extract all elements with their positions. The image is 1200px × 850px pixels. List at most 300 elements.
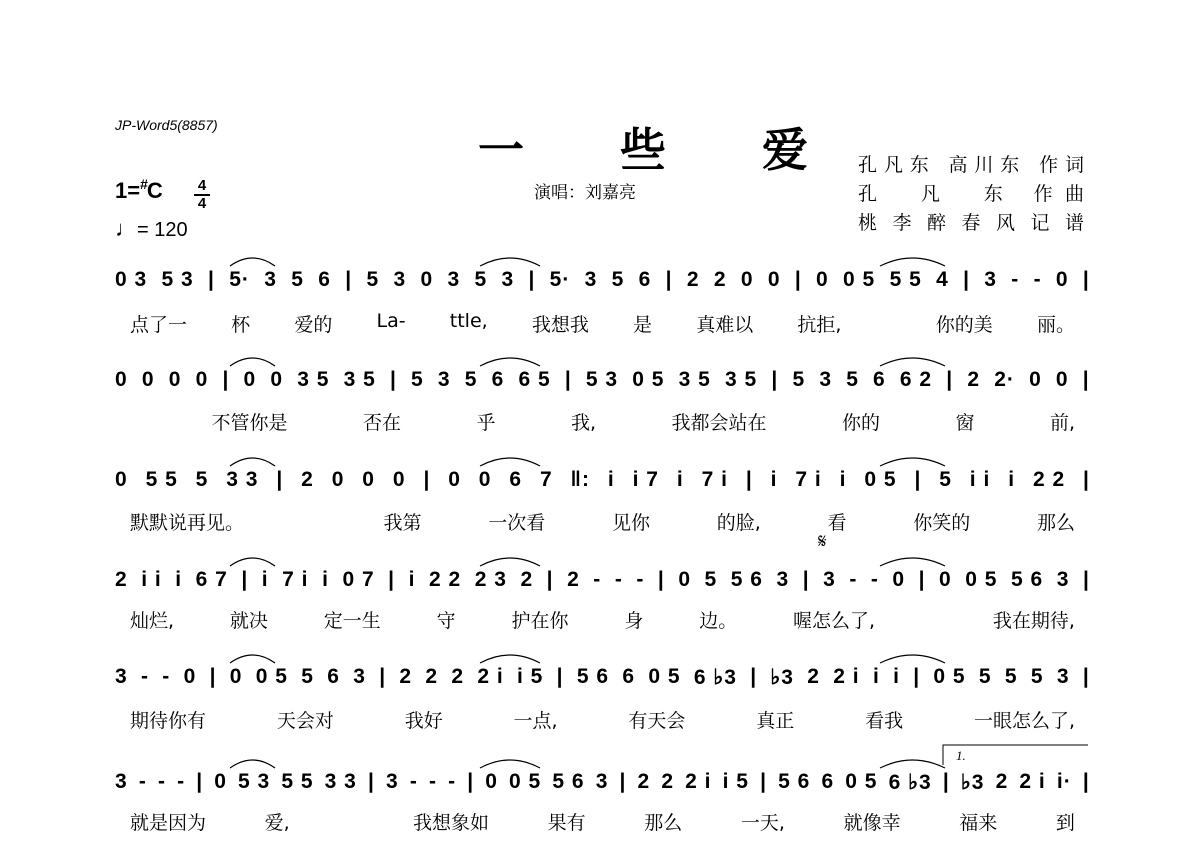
barline: | bbox=[528, 268, 536, 291]
lyric-text: 一眼怎么了, bbox=[973, 710, 1075, 732]
lyric-text: 到 bbox=[1055, 812, 1075, 834]
note-group: 0 5 bbox=[843, 268, 876, 291]
note-group: 0 bbox=[183, 665, 197, 688]
note-group: 0 bbox=[115, 468, 128, 491]
note-group: 0 bbox=[141, 368, 155, 391]
software-label: JP-Word5(8857) bbox=[115, 117, 218, 133]
note-group: 3 bbox=[393, 268, 407, 291]
slur-arc bbox=[230, 358, 275, 366]
key-prefix: 1= bbox=[115, 178, 141, 203]
lyric-text bbox=[130, 408, 136, 435]
note-group: 2 bbox=[713, 268, 727, 291]
lyric-text: 期待你有 bbox=[130, 710, 207, 732]
note-group: 0 bbox=[362, 468, 375, 491]
lyric-text: 那么 bbox=[1036, 512, 1075, 534]
barline: | bbox=[196, 770, 204, 793]
slur-arc bbox=[880, 458, 945, 466]
barline: | bbox=[423, 468, 431, 491]
lyric-text: 那么 bbox=[644, 812, 683, 834]
note-group: 0 bbox=[243, 368, 257, 391]
note-group: 3 bbox=[447, 268, 461, 291]
sharp-sign: # bbox=[140, 176, 148, 192]
note-group: 0 5 bbox=[845, 770, 878, 793]
lyric-text: 有天会 bbox=[628, 710, 686, 732]
notation-line bbox=[115, 665, 1090, 690]
note-group: 3 5 bbox=[297, 368, 330, 391]
lyric-text: 杯 bbox=[231, 314, 251, 336]
note-group: ♭3 bbox=[960, 771, 985, 794]
notation-line bbox=[115, 568, 1090, 592]
lyric-text: 福来 bbox=[959, 812, 998, 834]
note-group: 2 bbox=[451, 665, 465, 688]
lyric-text: 就是因为 bbox=[130, 812, 207, 834]
note-group: i 5 bbox=[516, 665, 544, 688]
lyric-text: 就像幸 bbox=[843, 812, 901, 834]
note-group: 5 6 bbox=[778, 770, 811, 793]
lyric-text: 身 bbox=[624, 610, 644, 632]
note-group: 2 i bbox=[685, 770, 712, 793]
lyric-text: 边。 bbox=[699, 610, 738, 632]
note-group: 0 bbox=[816, 268, 829, 291]
note-group: 0 5 bbox=[648, 665, 681, 688]
note-group: 5 6 bbox=[730, 568, 763, 591]
lyric-text: 点了一 bbox=[130, 314, 188, 336]
note-group: 0 bbox=[214, 770, 227, 793]
note-group: - bbox=[138, 770, 147, 793]
slur-arc bbox=[880, 358, 945, 366]
slur-arc bbox=[480, 655, 540, 663]
note-group: 3 bbox=[386, 770, 399, 793]
key-signature bbox=[115, 176, 163, 204]
note-group: 2 bbox=[686, 268, 700, 291]
barline: | bbox=[222, 368, 230, 391]
tempo-value: = 120 bbox=[137, 219, 188, 241]
lyricist-credit: 孔凡东 高川东 作词 bbox=[858, 154, 1084, 176]
lyric-text: 我好 bbox=[404, 710, 443, 732]
note-group: i i bbox=[969, 468, 991, 491]
note-group: 0 bbox=[740, 268, 754, 291]
lyric-text bbox=[886, 310, 892, 337]
lyric-text: 你的 bbox=[841, 412, 880, 434]
note-group: 0 bbox=[1029, 368, 1042, 391]
note-group: 5 bbox=[1004, 665, 1018, 688]
lyric-text: 就决 bbox=[229, 610, 268, 632]
slur-arc bbox=[480, 258, 540, 266]
time-signature bbox=[194, 178, 210, 212]
barline: | bbox=[1082, 368, 1090, 391]
slur-arc bbox=[880, 558, 945, 566]
note-group: i bbox=[872, 665, 880, 688]
barline: | bbox=[619, 770, 627, 793]
note-group: - bbox=[870, 568, 879, 591]
barline: | bbox=[750, 665, 758, 688]
barline: | bbox=[914, 468, 922, 491]
lyric-text: 守 bbox=[436, 610, 456, 632]
lyric-text: 一次看 bbox=[488, 512, 546, 534]
note-group: 5 bbox=[291, 268, 304, 291]
note-group: i bbox=[839, 468, 847, 491]
note-group: 2 bbox=[115, 568, 128, 591]
lyric-line bbox=[130, 706, 1075, 733]
barline: | bbox=[345, 268, 353, 291]
note-group: i· bbox=[1056, 770, 1072, 793]
quarter-note-icon: ♩ bbox=[115, 216, 137, 241]
lyric-text: 我都会站在 bbox=[671, 412, 767, 434]
lyric-text: ttle, bbox=[449, 310, 488, 332]
note-group: 2 i bbox=[833, 665, 860, 688]
barline: | bbox=[546, 568, 554, 591]
note-group: i bbox=[1008, 468, 1016, 491]
note-group: 2 i bbox=[477, 665, 504, 688]
note-group: 0 bbox=[270, 368, 284, 391]
lyric-text: 乎 bbox=[476, 412, 496, 434]
barline: | bbox=[389, 368, 397, 391]
note-group: 3 bbox=[1056, 665, 1070, 688]
lyric-text: 灿烂, bbox=[130, 610, 175, 632]
note-group: i bbox=[770, 468, 778, 491]
note-group: 5· bbox=[229, 268, 250, 291]
note-group: 2 bbox=[520, 568, 534, 591]
lyric-text: 见你 bbox=[611, 512, 650, 534]
note-group: 7 i bbox=[282, 568, 309, 591]
slur-arc bbox=[880, 258, 945, 266]
note-group: 0 5 bbox=[965, 568, 998, 591]
song-title: 一 些 爱 bbox=[478, 123, 849, 177]
note-group: 2· bbox=[994, 368, 1015, 391]
note-group: 5 6 bbox=[552, 770, 585, 793]
note-group: 5 bbox=[939, 468, 952, 491]
segno-icon: 𝄋 bbox=[818, 529, 827, 553]
lyric-text: 窗 bbox=[955, 412, 975, 434]
barline: | bbox=[564, 368, 572, 391]
note-group: 5 bbox=[792, 368, 806, 391]
note-group: 0 bbox=[195, 368, 209, 391]
note-group: 5 6 bbox=[576, 665, 610, 688]
slur-arc bbox=[880, 760, 945, 768]
note-group: 3 5 bbox=[725, 368, 758, 391]
note-group: 0 bbox=[1055, 268, 1069, 291]
note-group: 5 5 bbox=[889, 268, 922, 291]
barline: | bbox=[208, 268, 215, 291]
note-group: i bbox=[676, 468, 684, 491]
transcriber-credit: 桃李醉春风记谱 bbox=[858, 212, 1084, 234]
lyric-text: 我第 bbox=[383, 512, 422, 534]
note-group: 3 3 bbox=[226, 468, 259, 491]
barline: | bbox=[1082, 665, 1090, 688]
note-group: 0 bbox=[892, 568, 906, 591]
note-group: 5 bbox=[611, 268, 625, 291]
volta-bracket bbox=[943, 745, 1088, 765]
barline: | bbox=[467, 770, 475, 793]
barline: | bbox=[942, 770, 950, 793]
lyric-line bbox=[130, 808, 1075, 835]
note-group: i bbox=[893, 665, 900, 688]
slur-arc bbox=[480, 458, 540, 466]
note-group: 0 5 bbox=[632, 368, 665, 391]
note-group: 2 2 bbox=[428, 568, 462, 591]
slur-arc bbox=[230, 258, 275, 266]
note-group: i 7 bbox=[632, 468, 659, 491]
note-group: 0 bbox=[168, 368, 182, 391]
note-group: 5 3 bbox=[585, 368, 619, 391]
note-group: 6 5 bbox=[518, 368, 551, 391]
credits-block bbox=[858, 151, 1084, 238]
note-group: 0 bbox=[115, 368, 128, 391]
note-group: 5 bbox=[301, 665, 314, 688]
note-group: 6 bbox=[622, 665, 636, 688]
note-group: 0 bbox=[485, 770, 498, 793]
barline: | bbox=[745, 468, 753, 491]
barline: | bbox=[802, 568, 810, 591]
notation-line bbox=[115, 268, 1090, 292]
barline: | bbox=[1082, 568, 1090, 591]
lyric-text: 真难以 bbox=[696, 314, 754, 336]
lyric-text bbox=[931, 606, 937, 633]
note-group: 0 5 bbox=[509, 770, 542, 793]
lyric-line bbox=[130, 508, 1075, 535]
note-group: i bbox=[261, 568, 269, 591]
note-group: 6 bbox=[638, 268, 652, 291]
barline: | bbox=[1083, 468, 1090, 491]
note-group: 2 bbox=[399, 665, 413, 688]
lyric-text: 天会对 bbox=[276, 710, 334, 732]
note-group: 0 bbox=[1055, 368, 1069, 391]
note-group: 6 bbox=[873, 368, 886, 391]
barline: | bbox=[760, 770, 767, 793]
note-group: 2 i bbox=[1019, 770, 1046, 793]
note-group: 3 bbox=[584, 268, 598, 291]
note-group: 5 bbox=[195, 468, 209, 491]
note-group: - bbox=[849, 568, 858, 591]
note-group: 7 bbox=[539, 468, 553, 491]
barline: | bbox=[388, 568, 396, 591]
note-group: 3 bbox=[501, 268, 515, 291]
note-group: 2 3 bbox=[474, 568, 507, 591]
note-group: 0 5 bbox=[933, 665, 966, 688]
time-top: 4 bbox=[197, 177, 207, 194]
barline: | bbox=[368, 770, 375, 793]
lyric-text: 我, bbox=[570, 412, 597, 434]
note-group: 2 bbox=[301, 468, 314, 491]
note-group: 6 bbox=[491, 368, 505, 391]
note-group: ‖: bbox=[570, 468, 590, 491]
note-group: 6 bbox=[509, 468, 523, 491]
lyric-text: 丽。 bbox=[1036, 314, 1075, 336]
note-group: 6 ♭3 bbox=[693, 666, 737, 689]
note-group: 5 bbox=[704, 568, 718, 591]
note-group: 3 3 bbox=[324, 770, 357, 793]
barline: | bbox=[276, 468, 284, 491]
lyric-text: 否在 bbox=[363, 412, 402, 434]
note-group: 2 bbox=[807, 665, 820, 688]
note-group: 5 5 bbox=[145, 468, 178, 491]
note-group: 0 5 bbox=[255, 665, 288, 688]
note-group: 6 2 bbox=[899, 368, 933, 391]
note-group: 3 bbox=[115, 770, 128, 793]
notation-line bbox=[115, 770, 1090, 795]
lyric-text bbox=[348, 808, 354, 835]
tempo-marking bbox=[115, 216, 188, 242]
composer-credit: 孔 凡 东 作曲 bbox=[858, 183, 1084, 205]
note-group: 2 bbox=[425, 665, 439, 688]
note-group: i bbox=[408, 568, 416, 591]
note-group: 3 bbox=[264, 268, 277, 291]
note-group: - bbox=[1011, 268, 1020, 291]
note-group: i 5 bbox=[722, 770, 749, 793]
lyric-text: 看 bbox=[827, 512, 847, 534]
note-group: - bbox=[409, 770, 418, 793]
lyric-text: 你的美 bbox=[935, 314, 993, 336]
note-group: 6 7 bbox=[195, 568, 228, 591]
lyric-text: 果有 bbox=[547, 812, 586, 834]
barline: | bbox=[1082, 770, 1090, 793]
note-group: 6 ♭3 bbox=[888, 771, 932, 794]
barline: | bbox=[379, 665, 387, 688]
barline: | bbox=[209, 665, 217, 688]
lyric-line bbox=[130, 310, 1075, 337]
note-group: i bbox=[322, 568, 329, 591]
lyric-text: La- bbox=[376, 310, 406, 332]
slur-arc bbox=[880, 655, 945, 663]
note-group: 3 bbox=[353, 665, 366, 688]
note-group: - bbox=[636, 568, 645, 591]
note-group: 5 bbox=[846, 368, 859, 391]
barline: | bbox=[913, 665, 921, 688]
barline: | bbox=[241, 568, 249, 591]
barline: | bbox=[771, 368, 779, 391]
lyric-text: 抗拒, bbox=[797, 314, 842, 336]
notation-line bbox=[115, 368, 1090, 392]
note-group: 5 bbox=[1030, 665, 1044, 688]
note-group: 0 bbox=[448, 468, 461, 491]
note-group: 5 bbox=[411, 368, 424, 391]
note-group: 6 bbox=[821, 770, 835, 793]
note-group: 2 bbox=[967, 368, 981, 391]
lyric-text: 你笑的 bbox=[913, 512, 971, 534]
note-group: - bbox=[140, 665, 149, 688]
note-group: i bbox=[175, 568, 183, 591]
lyric-text: 是 bbox=[633, 314, 653, 336]
slur-arc bbox=[480, 358, 540, 366]
lyric-text: 护在你 bbox=[511, 610, 569, 632]
lyric-text: 一点, bbox=[513, 710, 558, 732]
note-group: 3 bbox=[1056, 568, 1070, 591]
lyric-line bbox=[130, 408, 1075, 435]
note-group: - bbox=[162, 665, 171, 688]
slur-arc bbox=[230, 558, 275, 566]
barline: | bbox=[556, 665, 564, 688]
note-group: 3 bbox=[984, 268, 997, 291]
note-group: 3 bbox=[595, 770, 609, 793]
note-group: 3 bbox=[776, 568, 790, 591]
barline: | bbox=[1082, 268, 1090, 291]
slur-arc bbox=[480, 558, 540, 566]
note-group: 2 bbox=[661, 770, 675, 793]
note-group: 6 bbox=[318, 268, 331, 291]
slur-arc bbox=[230, 458, 275, 466]
barline: | bbox=[657, 568, 665, 591]
note-group: ♭3 bbox=[770, 666, 794, 689]
note-group: 5 bbox=[978, 665, 992, 688]
note-group: 0 bbox=[392, 468, 406, 491]
note-group: 3 bbox=[819, 368, 833, 391]
slur-arc bbox=[230, 655, 275, 663]
volta-number: 1. bbox=[956, 748, 966, 763]
note-group: 5 bbox=[464, 368, 478, 391]
barline: | bbox=[946, 368, 954, 391]
note-group: 5· bbox=[549, 268, 571, 291]
note-group: 5 6 bbox=[1011, 568, 1044, 591]
note-group: - bbox=[157, 770, 166, 793]
note-group: 2 bbox=[567, 568, 580, 591]
lyric-text: 的脸, bbox=[716, 512, 761, 534]
note-group: - bbox=[448, 770, 457, 793]
note-group: 0 bbox=[678, 568, 691, 591]
note-group: - bbox=[428, 770, 437, 793]
note-group: 0 5 bbox=[864, 468, 897, 491]
note-group: 7 i bbox=[701, 468, 728, 491]
note-group: - bbox=[593, 568, 602, 591]
note-group: 5 3 bbox=[238, 770, 271, 793]
slur-arc bbox=[480, 760, 540, 768]
time-bottom: 4 bbox=[197, 195, 207, 212]
lyric-text: 前, bbox=[1049, 412, 1075, 434]
lyric-text: 默默说再见。 bbox=[130, 512, 245, 534]
lyric-text: 喔怎么了, bbox=[793, 610, 876, 632]
note-group: 4 bbox=[936, 268, 949, 291]
barline: | bbox=[665, 268, 673, 291]
note-group: 0 bbox=[420, 268, 434, 291]
note-group: 3 bbox=[115, 665, 128, 688]
note-group: 0 bbox=[331, 468, 345, 491]
note-group: 5 bbox=[474, 268, 488, 291]
lyric-line bbox=[130, 606, 1075, 633]
note-group: 0 7 bbox=[342, 568, 375, 591]
note-group: 5 3 bbox=[161, 268, 194, 291]
note-group: - bbox=[1033, 268, 1042, 291]
barline: | bbox=[794, 268, 802, 291]
lyric-text: 我想我 bbox=[531, 314, 589, 336]
note-group: 2 bbox=[637, 770, 651, 793]
singer-credit: 演唱：刘嘉亮 bbox=[534, 183, 636, 203]
note-group: 0 bbox=[478, 468, 492, 491]
lyric-text: 不管你是 bbox=[211, 412, 288, 434]
note-group: - bbox=[614, 568, 623, 591]
barline: | bbox=[963, 268, 970, 291]
lyric-text: 我在期待, bbox=[992, 610, 1075, 632]
notation-line bbox=[115, 468, 1090, 492]
note-group: 2 2 bbox=[1032, 468, 1066, 491]
note-group: 0 bbox=[767, 268, 781, 291]
note-group: 5 5 bbox=[281, 770, 314, 793]
note-group: i bbox=[607, 468, 615, 491]
barline: | bbox=[918, 568, 926, 591]
note-group: 3 5 bbox=[343, 368, 376, 391]
note-group: - bbox=[177, 770, 186, 793]
lyric-text: 一天, bbox=[740, 812, 785, 834]
lyric-text: 爱, bbox=[264, 812, 290, 834]
note-group: 7 i bbox=[795, 468, 822, 491]
note-group: 0 bbox=[939, 568, 952, 591]
note-group: 3 bbox=[823, 568, 836, 591]
note-group: 0 3 bbox=[115, 268, 148, 291]
key-letter: C bbox=[146, 178, 163, 203]
lyric-text bbox=[311, 508, 317, 535]
note-group: 3 5 bbox=[678, 368, 711, 391]
lyric-text: 爱的 bbox=[294, 314, 333, 336]
note-group: 2 bbox=[995, 770, 1009, 793]
lyric-text: 我想象如 bbox=[412, 812, 489, 834]
